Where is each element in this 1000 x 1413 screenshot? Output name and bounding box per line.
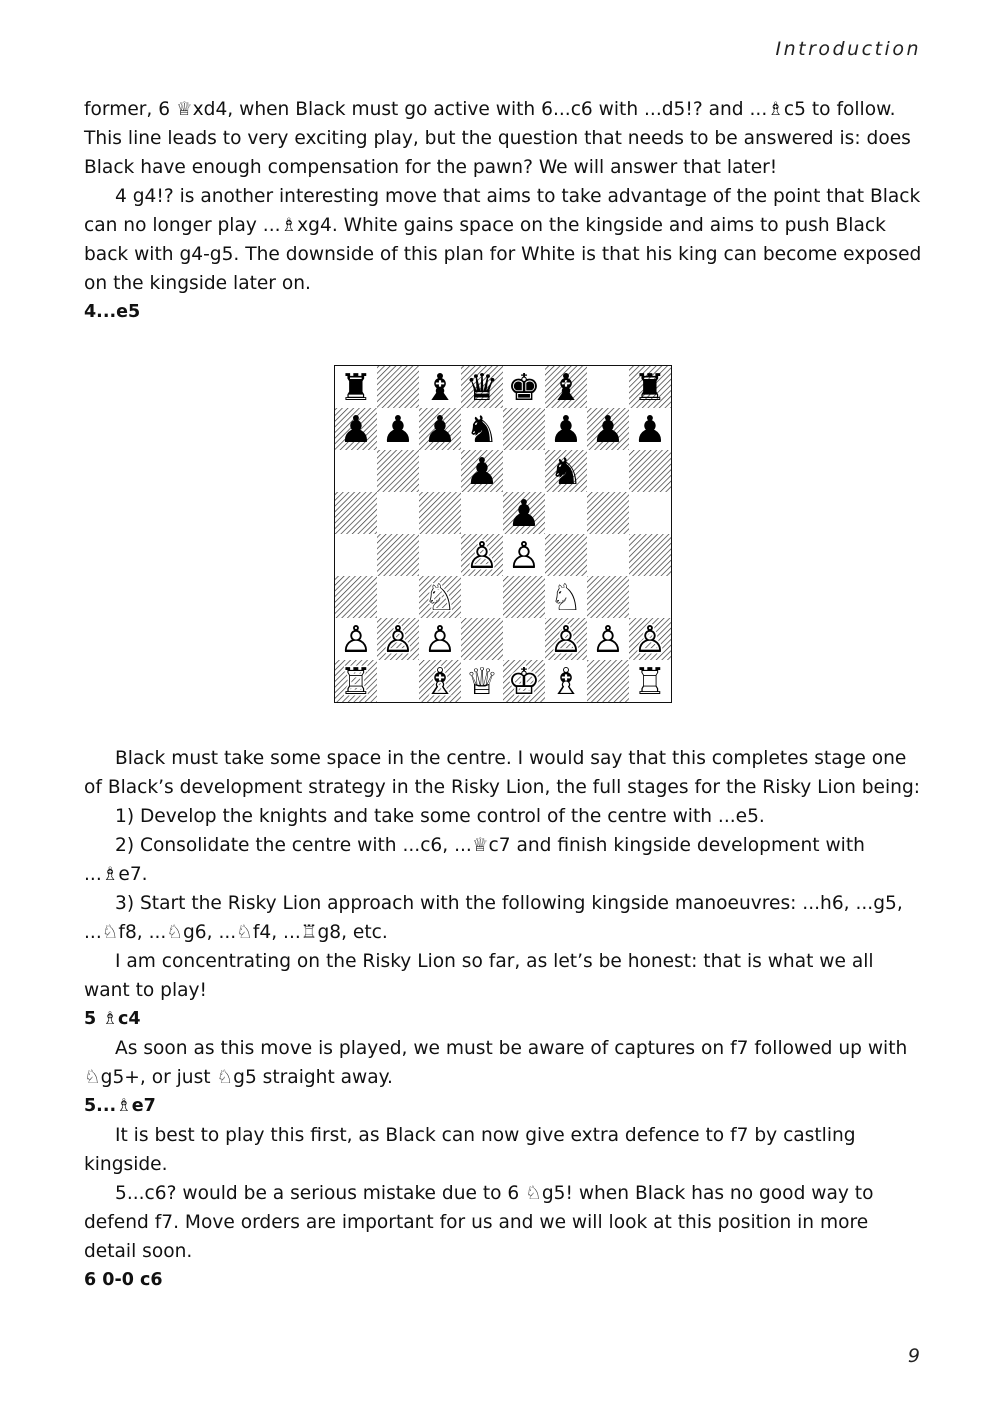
- square-a4: [335, 534, 377, 576]
- square-e2: [503, 618, 545, 660]
- move-heading: 5 ♗c4: [84, 1009, 141, 1029]
- black-pawn-icon: ♟: [507, 492, 541, 535]
- square-f5: [545, 492, 587, 534]
- square-c5: [419, 492, 461, 534]
- square-g8: [587, 366, 629, 408]
- square-c4: [419, 534, 461, 576]
- square-b3: [377, 576, 419, 618]
- white-pawn-icon: ♙: [549, 618, 583, 661]
- black-pawn-icon: ♟: [633, 408, 667, 451]
- white-pawn-icon: ♙: [381, 618, 415, 661]
- white-pawn-icon: ♙: [633, 618, 667, 661]
- square-g6: [587, 450, 629, 492]
- square-h6: [629, 450, 671, 492]
- square-g1: [587, 660, 629, 702]
- black-pawn-icon: ♟: [339, 408, 373, 451]
- paragraph: 4 g4!? is another interesting move that aims to take advantage of the point that Black can no longer play ...♗xg4. White gains space on the kingside and aims to push Black back with g4-g5. The downside of this plan for White is that his king can become exposed on the kingside later on.: [84, 186, 922, 294]
- white-king-icon: ♔: [507, 660, 541, 703]
- paragraph: 2) Consolidate the centre with ...c6, ...♕c7 and finish kingside development with ...♗e7.: [84, 835, 865, 885]
- square-b6: [377, 450, 419, 492]
- paragraph: As soon as this move is played, we must be aware of captures on f7 followed up with ♘g5+, or just ♘g5 straight away.: [84, 1038, 908, 1088]
- square-h3: [629, 576, 671, 618]
- white-queen-icon: ♕: [465, 660, 499, 703]
- square-e6: [503, 450, 545, 492]
- white-pawn-icon: ♙: [507, 534, 541, 577]
- square-b4: [377, 534, 419, 576]
- paragraph: It is best to play this first, as Black can now give extra defence to f7 by castling kingside.: [84, 1125, 856, 1175]
- black-pawn-icon: ♟: [465, 450, 499, 493]
- square-e7: [503, 408, 545, 450]
- black-queen-icon: ♛: [465, 366, 499, 409]
- white-knight-icon: ♘: [423, 576, 457, 619]
- paragraph: 5...c6? would be a serious mistake due to 6 ♘g5! when Black has no good way to defend f7. Move orders are important for us and we will look at this position in more detail soon.: [84, 1183, 874, 1262]
- black-knight-icon: ♞: [549, 450, 583, 493]
- white-pawn-icon: ♙: [423, 618, 457, 661]
- white-pawn-icon: ♙: [591, 618, 625, 661]
- black-rook-icon: ♜: [633, 366, 667, 409]
- square-h4: [629, 534, 671, 576]
- top-text-block: [84, 95, 924, 327]
- white-pawn-icon: ♙: [339, 618, 373, 661]
- paragraph: I am concentrating on the Risky Lion so far, as let’s be honest: that is what we all want to play!: [84, 951, 874, 1001]
- move-heading: 6 0-0 c6: [84, 1270, 163, 1290]
- black-pawn-icon: ♟: [549, 408, 583, 451]
- black-knight-icon: ♞: [465, 408, 499, 451]
- square-d5: [461, 492, 503, 534]
- square-c6: [419, 450, 461, 492]
- white-knight-icon: ♘: [549, 576, 583, 619]
- square-h5: [629, 492, 671, 534]
- paragraph: 1) Develop the knights and take some control of the centre with ...e5.: [115, 806, 765, 827]
- black-bishop-icon: ♝: [423, 366, 457, 409]
- square-f4: [545, 534, 587, 576]
- paragraph: 3) Start the Risky Lion approach with the following kingside manoeuvres: ...h6, ...g5, ...♘f8, ...♘g6, ...♘f4, ...♖g8, etc.: [84, 893, 903, 943]
- square-b1: [377, 660, 419, 702]
- square-b8: [377, 366, 419, 408]
- paragraph: Black must take some space in the centre. I would say that this completes stage one of Black’s development strategy in the Risky Lion, the full stages for the Risky Lion being:: [84, 748, 921, 798]
- white-rook-icon: ♖: [633, 660, 667, 703]
- square-d3: [461, 576, 503, 618]
- running-header: Introduction: [775, 38, 921, 60]
- square-g3: [587, 576, 629, 618]
- square-e3: [503, 576, 545, 618]
- square-a6: [335, 450, 377, 492]
- black-rook-icon: ♜: [339, 366, 373, 409]
- square-b5: [377, 492, 419, 534]
- square-d2: [461, 618, 503, 660]
- black-pawn-icon: ♟: [591, 408, 625, 451]
- move-heading: 5...♗e7: [84, 1096, 156, 1116]
- white-pawn-icon: ♙: [465, 534, 499, 577]
- white-bishop-icon: ♗: [549, 660, 583, 703]
- black-bishop-icon: ♝: [549, 366, 583, 409]
- page-number: 9: [907, 1345, 920, 1367]
- white-bishop-icon: ♗: [423, 660, 457, 703]
- square-g4: [587, 534, 629, 576]
- white-rook-icon: ♖: [339, 660, 373, 703]
- move-heading: 4...e5: [84, 302, 141, 322]
- paragraph: former, 6 ♕xd4, when Black must go active with 6...c6 with ...d5!? and ...♗c5 to follow. This line leads to very exciting play, but the question that needs to be answered is: does Black have enough compensation for the pawn? We will answer that later!: [84, 99, 911, 178]
- black-pawn-icon: ♟: [381, 408, 415, 451]
- square-g5: [587, 492, 629, 534]
- square-a3: [335, 576, 377, 618]
- body-text-block: [84, 744, 924, 1295]
- black-pawn-icon: ♟: [423, 408, 457, 451]
- square-a5: [335, 492, 377, 534]
- chess-diagram: [334, 365, 672, 703]
- black-king-icon: ♚: [507, 366, 541, 409]
